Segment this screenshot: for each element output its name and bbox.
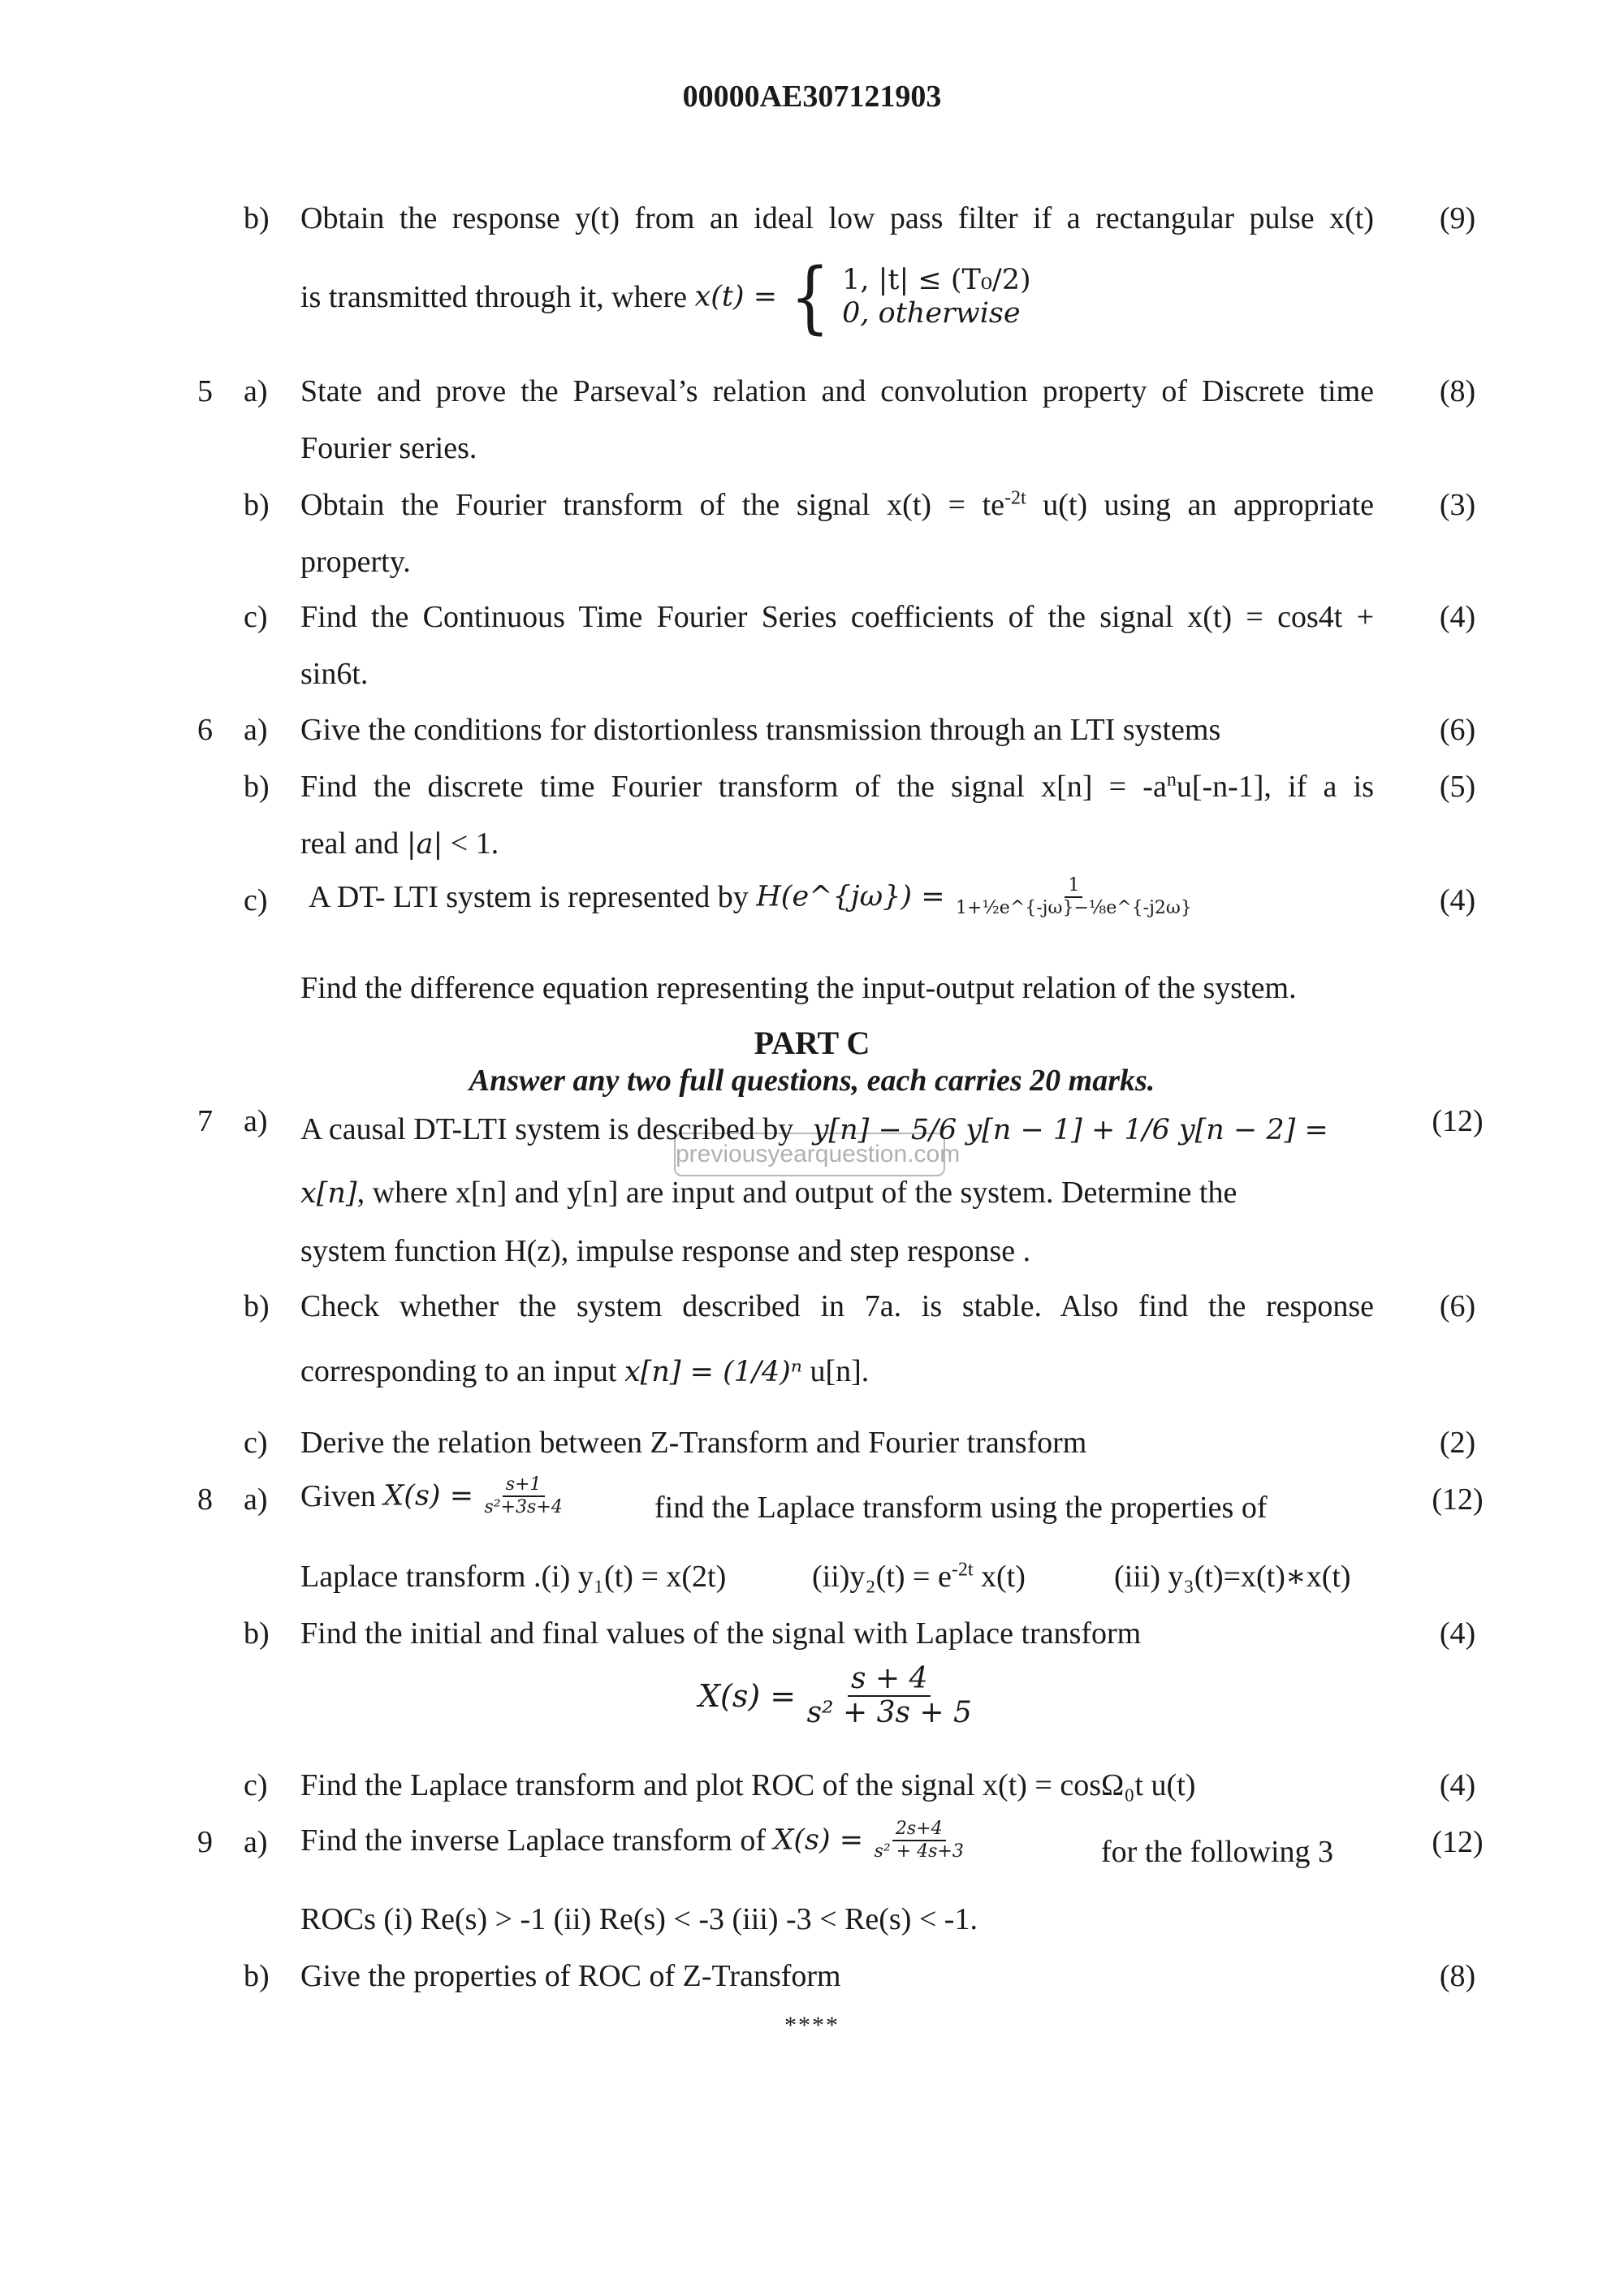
q8b-fraction — [804, 1664, 975, 1728]
q8a-line2-a: Laplace transform .(i) y₁(t) = x(2t) — [300, 1560, 727, 1594]
q9a-label: a) — [244, 1825, 268, 1859]
q7b-line2-post: u[n]. — [801, 1354, 870, 1388]
q5c-line1: Find the Continuous Time Fourier Series coefficients of the signal x(t) = cos4t + — [300, 600, 1374, 634]
q6a-marks: (6) — [1439, 713, 1476, 747]
q7c-label: c) — [244, 1426, 268, 1460]
q8-number: 8 — [197, 1482, 213, 1517]
q9a-denominator: s² + 4s+3 — [874, 1841, 964, 1862]
q7a-line3: system function H(z), impulse response and step response . — [300, 1234, 1031, 1268]
q5a-line1: State and prove the Parseval’s relation and convolution property of Discrete time — [300, 374, 1374, 408]
part-c-title: PART C — [754, 1025, 870, 1061]
q8a-numerator: s+1 — [503, 1476, 545, 1497]
q6-number: 6 — [197, 713, 213, 747]
q8a-exponent: -2t — [951, 1559, 974, 1581]
q8a-line1 — [300, 1476, 566, 1517]
q6b-line2-pre: real and — [300, 826, 407, 861]
watermark: previousyearquestion.com — [674, 1133, 945, 1176]
q4b-piecewise — [842, 264, 1031, 330]
q5c-marks: (4) — [1439, 600, 1476, 634]
q8a-line2-b-pre: (ii)y₂(t) = e — [812, 1560, 952, 1594]
paper-code: 00000AE307121903 — [682, 80, 942, 114]
q6c-line2: Find the difference equation representing the input-output relation of the system. — [300, 971, 1297, 1005]
q6c-marks: (4) — [1439, 883, 1476, 917]
q6a-text: Give the conditions for distortionless transmission through an LTI systems — [300, 713, 1221, 747]
q5b-line2: property. — [300, 545, 411, 579]
q5b-line1 — [300, 487, 1375, 522]
q8c-label: c) — [244, 1768, 268, 1802]
q6c-line1-pre: A DT- LTI system is represented by — [309, 880, 749, 914]
q7a-line2-math: x[n] — [300, 1177, 357, 1210]
q4b-marks: (9) — [1439, 201, 1476, 235]
q7a-marks: (12) — [1432, 1104, 1484, 1138]
q7a-line1-text: A causal DT-LTI system is described by — [300, 1112, 794, 1146]
q8c-text: Find the Laplace transform and plot ROC of the signal x(t) = cosΩ₀t u(t) — [300, 1768, 1196, 1802]
q6c-numerator: 1 — [1065, 877, 1082, 898]
q8b-denominator: s² + 3s + 5 — [806, 1696, 972, 1729]
q5c-label: c) — [244, 600, 268, 634]
q5a-marks: (8) — [1439, 374, 1476, 408]
q5b-label: b) — [244, 488, 270, 522]
q4b-case1: 1, |t| ≤ (T₀/2) — [842, 264, 1031, 296]
q8a-denominator: s²+3s+4 — [484, 1497, 563, 1517]
q9a-line1-post: for the following 3 — [1101, 1835, 1334, 1869]
q6c-line1 — [309, 877, 1195, 917]
q8b-label: b) — [244, 1616, 270, 1651]
q6b-line1-pre: Find the discrete time Fourier transform of the signal x[n] = -a — [300, 770, 1167, 804]
q4b-case2: 0, otherwise — [842, 297, 1021, 330]
q8a-line2-c: (iii) y₃(t)=x(t)∗x(t) — [1114, 1560, 1351, 1594]
q4b-line2 — [300, 252, 1031, 343]
q8a-label: a) — [244, 1482, 268, 1517]
q6a-label: a) — [244, 713, 268, 747]
q8c-marks: (4) — [1439, 1768, 1476, 1802]
left-brace-symbol: { — [789, 252, 830, 343]
q7b-line1: Check whether the system described in 7a. is stable. Also find the response — [300, 1289, 1374, 1323]
q9a-lhs: X(s) = — [773, 1823, 864, 1857]
q7b-marks: (6) — [1439, 1289, 1476, 1323]
q8b-text: Find the initial and final values of the signal with Laplace transform — [300, 1616, 1142, 1651]
q6c-lhs: H(e^{jω}) = — [756, 880, 945, 913]
q8b-marks: (4) — [1439, 1616, 1476, 1651]
q9-number: 9 — [197, 1825, 213, 1859]
q9a-marks: (12) — [1432, 1825, 1484, 1859]
q6c-label: c) — [244, 883, 268, 917]
q8a-line1-post: find the Laplace transform using the properties of — [654, 1491, 1268, 1525]
q9a-line1 — [300, 1820, 967, 1861]
q8a-fraction — [482, 1476, 566, 1517]
q8b-numerator: s + 4 — [848, 1664, 931, 1697]
q6b-line2 — [300, 828, 499, 859]
q7a-line1 — [300, 1114, 1328, 1145]
q9b-marks: (8) — [1439, 1959, 1476, 1993]
q9b-label: b) — [244, 1959, 270, 1993]
q6b-line2-post: < 1. — [443, 826, 499, 861]
q7b-line2-pre: corresponding to an input — [300, 1354, 617, 1388]
end-stars: **** — [784, 2012, 840, 2039]
q7-number: 7 — [197, 1104, 213, 1138]
q5b-line1-pre: Obtain the Fourier transform of the signal x(t) = te — [300, 488, 1005, 522]
q7a-line1-math: y[n] − 5/6 y[n − 1] + 1/6 y[n − 2] = — [812, 1114, 1328, 1146]
q9a-line2: ROCs (i) Re(s) > -1 (ii) Re(s) < -3 (iii) -3 < Re(s) < -1. — [300, 1902, 978, 1936]
q8a-line2-b-post: x(t) — [973, 1560, 1026, 1594]
q5-number: 5 — [197, 374, 213, 408]
q9a-line1-pre: Find the inverse Laplace transform of — [300, 1823, 766, 1858]
q8b-equation — [698, 1664, 975, 1728]
q7b-line2-math: x[n] = (1/4)ⁿ — [624, 1356, 802, 1388]
q4b-line2-prefix: is transmitted through it, where — [300, 280, 687, 314]
q6b-marks: (5) — [1439, 770, 1476, 804]
q6c-fraction — [952, 877, 1195, 917]
q4b-label: b) — [244, 201, 270, 235]
q6b-line2-math: |a| — [406, 828, 443, 861]
q5b-line1-post: u(t) using an appropriate — [1026, 488, 1375, 522]
q5a-line2: Fourier series. — [300, 431, 477, 465]
q6c-denominator: 1+½e^{-jω}−⅛e^{-j2ω} — [956, 898, 1192, 918]
q7c-marks: (2) — [1439, 1426, 1476, 1460]
q6b-label: b) — [244, 770, 270, 804]
q8a-line2-b — [812, 1561, 1026, 1592]
q7b-line2 — [300, 1356, 869, 1387]
q5c-line2: sin6t. — [300, 657, 369, 691]
q9a-numerator: 2s+4 — [892, 1820, 946, 1841]
q5b-exponent: -2t — [1004, 487, 1026, 509]
q9b-text: Give the properties of ROC of Z-Transform — [300, 1959, 841, 1993]
q7a-label: a) — [244, 1104, 268, 1138]
q8a-marks: (12) — [1432, 1482, 1484, 1517]
q7c-text: Derive the relation between Z-Transform and Fourier transform — [300, 1426, 1087, 1460]
q5a-label: a) — [244, 374, 268, 408]
q4b-line1: Obtain the response y(t) from an ideal low pass filter if a rectangular pulse x(t) — [300, 201, 1374, 235]
q6b-line1 — [300, 771, 1374, 802]
part-c-instruction: Answer any two full questions, each carries 20 marks. — [469, 1064, 1155, 1098]
q9a-fraction — [871, 1820, 967, 1861]
q6b-exponent: n — [1166, 769, 1177, 791]
q7b-label: b) — [244, 1289, 270, 1323]
q7a-line2 — [300, 1177, 1237, 1208]
q4b-lhs: x(t) = — [694, 280, 778, 313]
q5b-marks: (3) — [1439, 488, 1476, 522]
q6b-line1-post: u[-n-1], if a is — [1176, 770, 1374, 804]
q8a-given: Given — [300, 1479, 376, 1513]
q7a-line2-text: , where x[n] and y[n] are input and output of the system. Determine the — [356, 1176, 1237, 1210]
q8b-lhs: X(s) = — [698, 1678, 797, 1714]
q8a-lhs: X(s) = — [383, 1479, 474, 1513]
